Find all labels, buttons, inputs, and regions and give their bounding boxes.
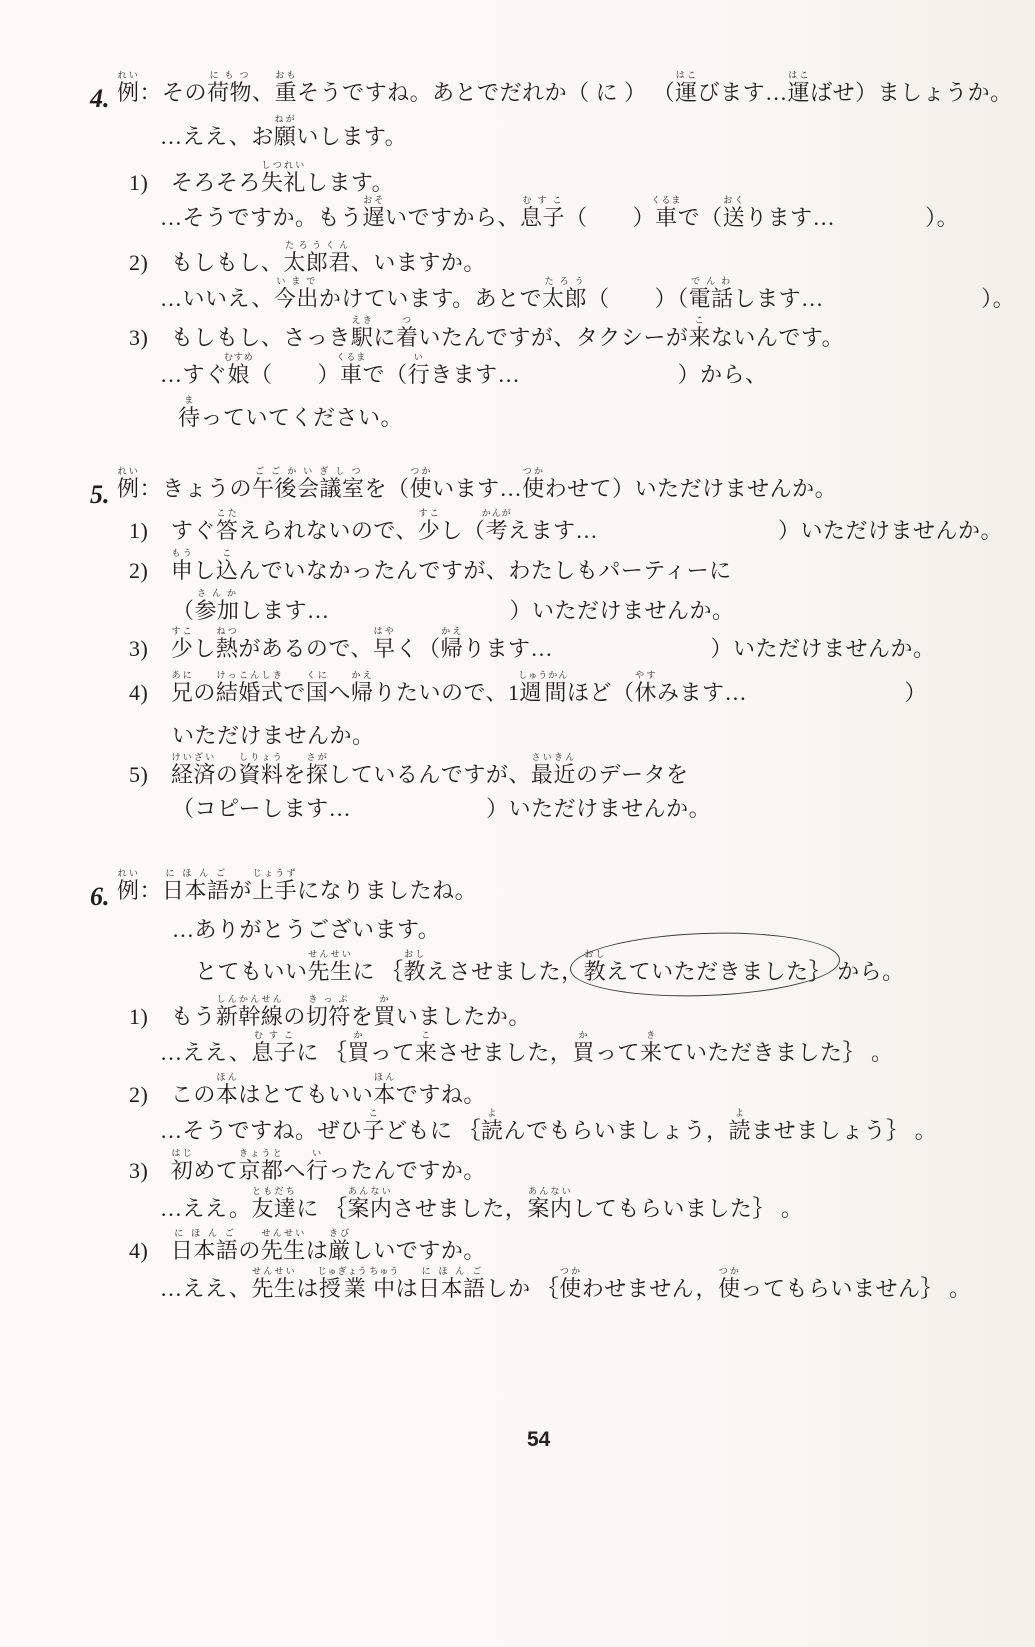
text-line: 待まっていてください。 bbox=[178, 395, 404, 430]
page-number: 54 bbox=[527, 1428, 551, 1451]
text-line: 2) もしもし、太郎君たろうくん、いますか。 bbox=[129, 240, 486, 275]
text-line: …ええ、息子むすこに ｛買かって来こさせました，買かって来きていただきました｝ 。 bbox=[160, 1030, 894, 1065]
text-line: 例れい：きょうの午後会議室ごごかいぎしつを（使つかいます…使つかわせて）いただけませんか。 bbox=[117, 466, 838, 501]
text-line: （コピーします… ）いただけませんか。 bbox=[172, 796, 712, 821]
text-line: 1) そろそろ失礼しつれいします。 bbox=[129, 160, 395, 195]
text-line: …ええ。友達ともだちに ｛案内あんないさせました，案内あんないしてもらいました｝ 。 bbox=[160, 1186, 804, 1221]
text-line: 例れい：日本語にほんごが上手じょうずになりましたね。 bbox=[117, 868, 478, 903]
text-line: 3) 少すこし熱ねつがあるので、早はやく（帰かえります… ）いただけませんか。 bbox=[129, 626, 936, 661]
text-line: 3) 初はじめて京都きょうとへ行いったんですか。 bbox=[129, 1148, 486, 1183]
text-line: 2) 申もうし込こんでいなかったんですが、わたしもパーティーに bbox=[129, 548, 732, 583]
text-line: …ありがとうございます。 bbox=[172, 917, 441, 942]
text-line: 4) 兄あにの結婚式けっこんしきで国くにへ帰かえりたいので、1週間しゅうかんほど（休やすみます… ） bbox=[129, 670, 928, 705]
text-line: 1) もう新幹線しんかんせんの切符きっぷを買かいましたか。 bbox=[129, 994, 531, 1029]
choice-pre: とてもいい先生せんせいに ｛教おしえさせました， bbox=[195, 949, 584, 984]
text-line: …すぐ娘むすめ（ ）車くるまで（行いきます… ）から、 bbox=[160, 352, 768, 387]
circled-answer: 教おしえていただきました｝ bbox=[583, 949, 832, 984]
section-4-number: 4. bbox=[90, 84, 110, 113]
text-line: …ええ、お願ねがいします。 bbox=[160, 114, 408, 149]
text-line: 5) 経済けいざいの資料しりょうを探さがしているんですが、最近さいきんのデータを bbox=[129, 752, 689, 787]
text-line: …いいえ、今出いまでかけています。あとで太郎たろう（ ）（電話でんわします… ）。 bbox=[160, 276, 1016, 311]
text-line: 3) もしもし、さっき駅えきに着ついたんですが、タクシーが来こないんです。 bbox=[129, 315, 845, 350]
text-line-example-choice bbox=[195, 949, 905, 986]
text-line: （参加さんかします… ）いただけませんか。 bbox=[172, 588, 735, 623]
text-line: 例れい：その荷物にもつ、重おもそうですね。あとでだれか（ に ） （運はこびます…運はこばせ）ましょうか。 bbox=[117, 70, 1013, 105]
text-line: …ええ、先生せんせいは授業じゅぎょう 中ちゅうは日本語にほんごしか ｛使つかわせません，使つかってもらいません｝ 。 bbox=[160, 1266, 972, 1301]
choice-post: から。 bbox=[831, 959, 905, 984]
text-line: いただけませんか。 bbox=[172, 723, 375, 748]
text-line: 1) すぐ答こたえられないので、少すこし（考かんがえます… ）いただけませんか。 bbox=[129, 508, 1003, 543]
text-line: …そうですね。ぜひ子こどもに ｛読よんでもらいましょう，読よませましょう｝ 。 bbox=[160, 1108, 938, 1143]
text-line: 2) この本ほんはとてもいい本ほんですね。 bbox=[129, 1072, 486, 1107]
text-line: …そうですか。もう遅おそいですから、息子むすこ（ ）車くるまで（送おくります… ）。 bbox=[160, 195, 960, 230]
section-5-number: 5. bbox=[90, 480, 110, 509]
section-6-number: 6. bbox=[90, 882, 110, 911]
text-line: 4) 日本語にほんごの先生せんせいは厳きびしいですか。 bbox=[129, 1228, 486, 1263]
